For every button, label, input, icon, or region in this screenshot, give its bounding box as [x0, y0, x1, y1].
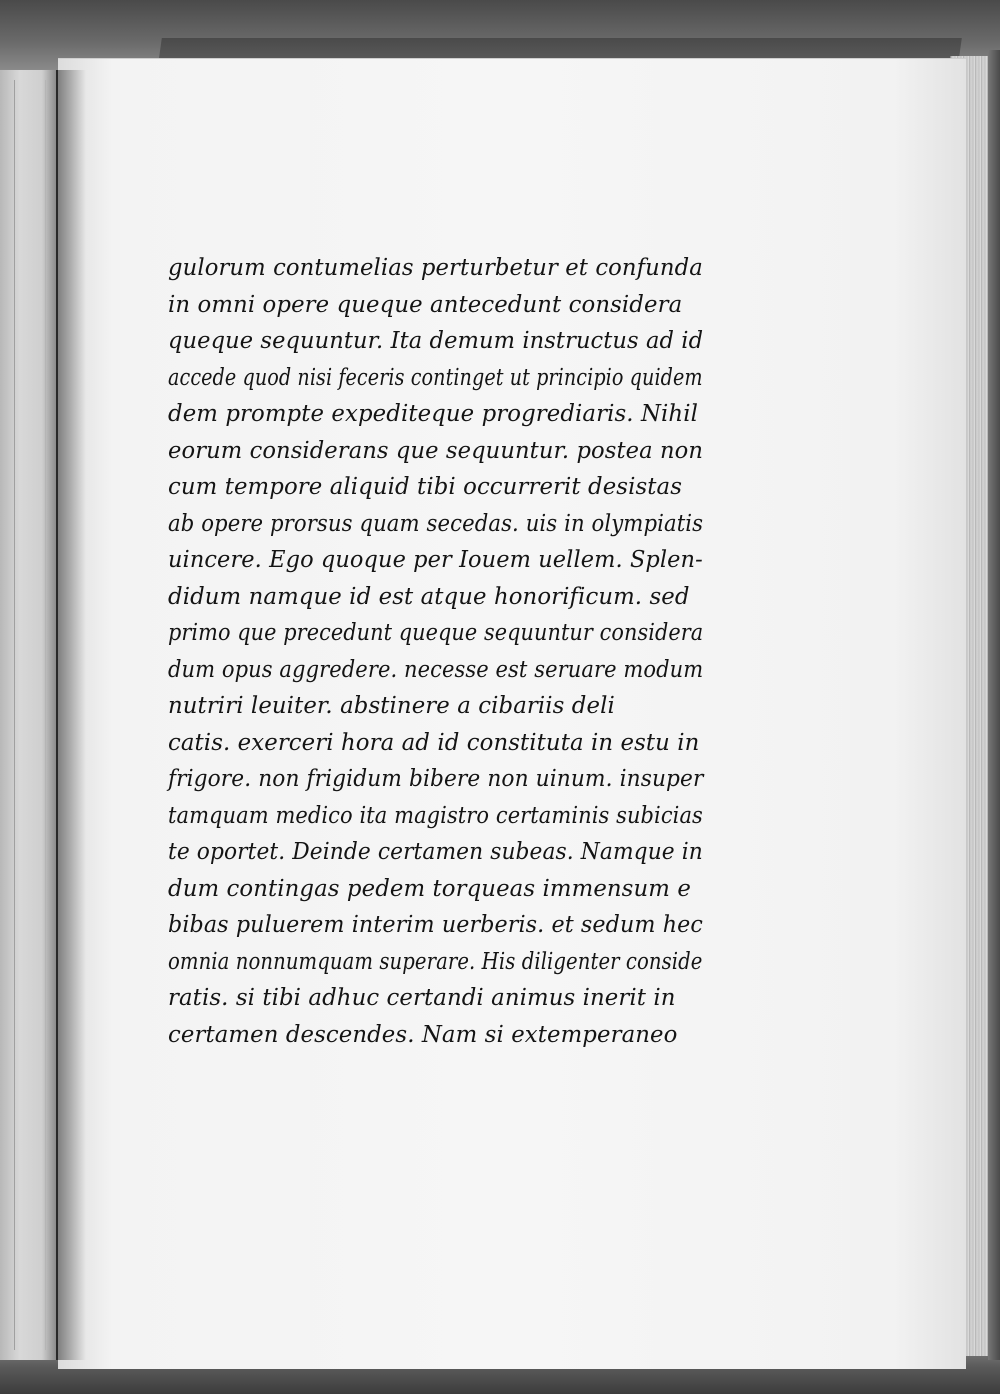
manuscript-line: eorum considerans que sequuntur. postea non [168, 437, 704, 464]
binding-edge [988, 50, 1000, 1360]
manuscript-line: bibas puluerem interim uerberis. et sedum hec [168, 912, 703, 938]
gutter-shadow [56, 70, 86, 1360]
manuscript-line: ab opere prorsus quam secedas. uis in olympiatis [168, 510, 704, 537]
manuscript-line: queque sequuntur. Ita demum instructus ad id [168, 328, 704, 354]
manuscript-line: dem prompte expediteque progrediaris. Nihil [168, 401, 698, 427]
manuscript-line: uincere. Ego quoque per Iouem uellem. Splen- [168, 547, 703, 573]
manuscript-line: frigore. non frigidum bibere non uinum. insuper [168, 766, 704, 792]
manuscript-line: nutriri leuiter. abstinere a cibariis deli [168, 693, 615, 719]
manuscript-line: certamen descendes. Nam si extemperaneo [168, 1021, 678, 1048]
manuscript-line: accede quod nisi feceris continget ut principio quidem [168, 364, 703, 391]
manuscript-text-block [168, 250, 708, 1053]
manuscript-line: primo que precedunt queque sequuntur considera [168, 620, 704, 646]
manuscript-line: gulorum contumelias perturbetur et confunda [168, 255, 703, 281]
manuscript-line: te oportet. Deinde certamen subeas. Namque in [168, 839, 703, 865]
manuscript-line: tamquam medico ita magistro certaminis subicias [168, 802, 703, 829]
manuscript-line: didum namque id est atque honorificum. sed [168, 583, 690, 610]
manuscript-line: in omni opere queque antecedunt considera [168, 291, 683, 318]
manuscript-line: cum tempore aliquid tibi occurrerit desistas [168, 474, 683, 500]
left-page-edge [14, 80, 46, 1350]
manuscript-line: dum opus aggredere. necesse est seruare modum [168, 656, 704, 683]
manuscript-line: omnia nonnumquam superare. His diligenter conside [168, 948, 703, 975]
manuscript-line: ratis. si tibi adhuc certandi animus inerit in [168, 985, 676, 1011]
manuscript-line: dum contingas pedem torqueas immensum e [168, 875, 691, 902]
manuscript-line: catis. exerceri hora ad id constituta in estu in [168, 729, 700, 756]
